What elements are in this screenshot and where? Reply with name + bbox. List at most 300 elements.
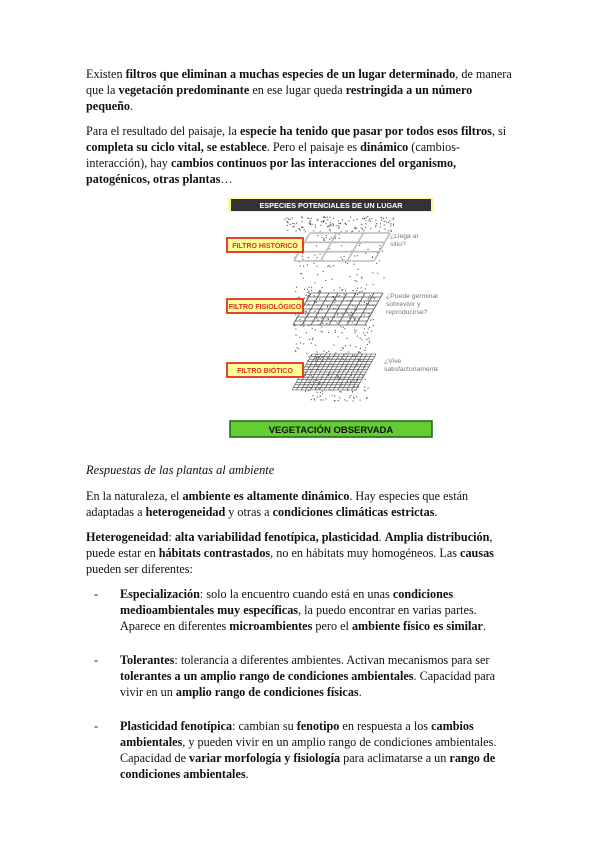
species-dot	[361, 287, 362, 288]
bullet-marker: -	[94, 719, 99, 733]
species-dot	[341, 257, 342, 258]
species-dot	[326, 323, 327, 324]
text-run: Para el resultado del paisaje, la	[86, 124, 240, 138]
species-dot	[365, 220, 366, 221]
species-dot	[371, 218, 372, 219]
species-dot	[356, 290, 357, 291]
species-dot	[325, 217, 326, 218]
filter-label: FILTRO BIÓTICO	[237, 368, 293, 375]
species-dot	[353, 290, 354, 291]
species-dot	[290, 219, 291, 220]
species-dot	[296, 335, 297, 336]
document-page	[86, 66, 516, 800]
species-dot	[388, 230, 389, 231]
species-dot	[353, 397, 354, 398]
species-dot	[360, 348, 361, 349]
species-dot	[354, 381, 355, 382]
filter-grid	[292, 354, 376, 390]
text-run: : solo la encuentro cuando está en unas	[199, 587, 393, 601]
species-dot	[304, 298, 305, 299]
species-dot	[352, 391, 353, 392]
species-dot	[333, 344, 334, 345]
species-dot	[353, 400, 354, 401]
species-dot	[333, 224, 334, 225]
species-dot	[302, 273, 303, 274]
species-dot	[296, 223, 297, 224]
text-run: , y pueden vivir en un amplio rango de condiciones ambientales. Capacidad de	[120, 735, 497, 765]
bold-text: Heterogeneidad	[86, 530, 169, 544]
species-dot	[338, 296, 339, 297]
text-run: , puede estar en	[86, 530, 493, 560]
bold-text: variar morfología y fisiología	[189, 751, 341, 765]
species-dot	[355, 318, 356, 319]
bold-text: tolerantes a un amplio rango de condiciones ambientales	[120, 669, 414, 683]
species-dot	[313, 381, 314, 382]
species-dot	[392, 219, 393, 220]
species-dot	[344, 256, 345, 257]
species-dot	[322, 323, 323, 324]
species-dot	[341, 245, 342, 246]
species-dot	[315, 345, 316, 346]
text-run: (cambios-interacción), hay	[86, 140, 461, 170]
species-dot	[319, 290, 320, 291]
species-dot	[354, 319, 355, 320]
species-dot	[346, 312, 347, 313]
species-dot	[376, 223, 377, 224]
species-dot	[330, 230, 331, 231]
species-dot	[375, 226, 376, 227]
species-dot	[311, 343, 312, 344]
responses-section	[86, 488, 516, 577]
species-dot	[364, 218, 365, 219]
species-dot	[328, 375, 329, 376]
species-dot	[338, 221, 339, 222]
species-dot	[317, 257, 318, 258]
species-dot	[364, 390, 365, 391]
species-dot	[314, 398, 315, 399]
species-dot	[321, 318, 322, 319]
species-dot	[315, 360, 316, 361]
species-dot	[309, 218, 310, 219]
species-dot	[363, 333, 364, 334]
text-run: .	[245, 767, 249, 781]
text-run: y otras a	[225, 505, 273, 519]
species-dot	[368, 299, 369, 300]
species-dot	[393, 224, 394, 225]
species-dot	[304, 289, 305, 290]
species-dot	[305, 311, 306, 312]
species-dot	[362, 229, 363, 230]
species-dot	[347, 338, 348, 339]
species-dot	[357, 288, 358, 289]
species-dot	[326, 352, 327, 353]
species-dot	[338, 400, 339, 401]
species-dot	[311, 375, 312, 376]
species-dot	[307, 289, 308, 290]
species-dot	[295, 291, 296, 292]
species-dot	[386, 221, 387, 222]
species-dot	[323, 400, 324, 401]
species-dot	[348, 220, 349, 221]
text-run: , si	[491, 124, 507, 138]
species-dot	[391, 230, 392, 231]
species-dot	[312, 339, 313, 340]
species-dot	[372, 257, 373, 258]
species-dot	[337, 314, 338, 315]
species-dot	[311, 399, 312, 400]
text-run: pero el	[312, 619, 352, 633]
species-dot	[357, 294, 358, 295]
species-dot	[327, 219, 328, 220]
species-dot	[287, 230, 288, 231]
species-dot	[300, 319, 301, 320]
bold-text: Tolerantes	[120, 653, 175, 667]
species-dot	[315, 282, 316, 283]
species-dot	[312, 395, 313, 396]
bold-text: fenotipo	[296, 719, 340, 733]
species-dot	[318, 292, 319, 293]
species-dot	[322, 287, 323, 288]
bold-text: dinámico	[360, 140, 409, 154]
species-dot	[339, 223, 340, 224]
species-dot	[307, 296, 308, 297]
question-line: reproducirse?	[386, 309, 428, 316]
species-dot	[384, 225, 385, 226]
text-run: . Capacidad para vivir en un	[120, 669, 496, 699]
species-dot	[317, 235, 318, 236]
species-dot	[320, 254, 321, 255]
species-dot	[311, 218, 312, 219]
text-run: …	[220, 172, 233, 186]
species-dot	[341, 290, 342, 291]
species-dot	[288, 219, 289, 220]
species-dot	[364, 350, 365, 351]
species-dot	[368, 388, 369, 389]
species-dot	[347, 263, 348, 264]
causes-list	[86, 586, 516, 782]
species-dot	[354, 255, 355, 256]
filter-question	[384, 358, 438, 373]
species-dot	[324, 238, 325, 239]
bold-text: microambientes	[229, 619, 313, 633]
species-dot	[354, 228, 355, 229]
species-dot	[368, 220, 369, 221]
species-dot	[344, 399, 345, 400]
species-dot	[338, 228, 339, 229]
species-dot	[312, 328, 313, 329]
species-dot	[379, 261, 380, 262]
species-dot	[350, 345, 351, 346]
species-dot	[333, 218, 334, 219]
species-dot	[320, 291, 321, 292]
species-dot	[315, 225, 316, 226]
species-dot	[307, 264, 308, 265]
species-dot	[381, 220, 382, 221]
species-dot	[368, 329, 369, 330]
species-dot	[390, 223, 391, 224]
species-dot	[356, 219, 357, 220]
species-dot	[382, 251, 383, 252]
species-dot	[350, 381, 351, 382]
species-dot	[358, 352, 359, 353]
species-dot	[350, 314, 351, 315]
species-dot	[295, 329, 296, 330]
species-dot	[364, 315, 365, 316]
species-dot	[370, 221, 371, 222]
species-dot	[329, 265, 330, 266]
species-dot	[316, 266, 317, 267]
species-dot	[362, 218, 363, 219]
species-dot	[300, 265, 301, 266]
grid-line	[321, 233, 337, 261]
species-dot	[343, 327, 344, 328]
species-dot	[308, 257, 309, 258]
species-dot	[302, 217, 303, 218]
species-dot	[310, 220, 311, 221]
species-dot	[357, 336, 358, 337]
species-dot	[348, 351, 349, 352]
species-dot	[327, 217, 328, 218]
species-dot	[323, 220, 324, 221]
species-dot	[388, 222, 389, 223]
species-dot	[375, 220, 376, 221]
species-dot	[360, 400, 361, 401]
species-dot	[314, 255, 315, 256]
species-dot	[299, 229, 300, 230]
species-dot	[329, 229, 330, 230]
species-dot	[349, 397, 350, 398]
species-dot	[380, 227, 381, 228]
species-dot	[318, 388, 319, 389]
species-dot	[313, 263, 314, 264]
species-dot	[379, 245, 380, 246]
species-dot	[338, 225, 339, 226]
species-dot	[356, 228, 357, 229]
species-dot	[369, 342, 370, 343]
species-dot	[334, 396, 335, 397]
species-dot	[375, 225, 376, 226]
species-dot	[330, 266, 331, 267]
bold-text: alta variabilidad fenotípica, plasticidad	[174, 530, 379, 544]
species-dot	[334, 290, 335, 291]
grid-line	[347, 233, 363, 261]
species-dot	[292, 223, 293, 224]
species-dot	[355, 306, 356, 307]
species-dot	[342, 259, 343, 260]
species-dot	[329, 239, 330, 240]
species-dot	[335, 330, 336, 331]
species-dot	[316, 302, 317, 303]
species-dot	[336, 225, 337, 226]
species-dot	[393, 217, 394, 218]
species-dot	[305, 391, 306, 392]
question-line: ¿Puede germinar,	[386, 293, 438, 300]
species-dot	[329, 358, 330, 359]
species-dot	[330, 225, 331, 226]
species-dot	[320, 399, 321, 400]
species-dot	[294, 223, 295, 224]
species-dot	[367, 332, 368, 333]
species-dot	[370, 228, 371, 229]
species-dot	[332, 395, 333, 396]
bold-text: cambios continuos por las interacciones del organismo, patogénicos, otras plantas	[86, 156, 457, 186]
species-dot	[295, 351, 296, 352]
text-run: Existen	[86, 67, 126, 81]
species-dot	[356, 396, 357, 397]
species-dot	[365, 379, 366, 380]
species-dot	[344, 328, 345, 329]
text-run: :	[168, 530, 175, 544]
bullet-tolerantes	[94, 652, 516, 700]
species-dot	[365, 227, 366, 228]
species-dot	[369, 219, 370, 220]
species-dot	[369, 340, 370, 341]
intro-section	[86, 66, 516, 187]
species-dot	[354, 332, 355, 333]
species-dot	[340, 391, 341, 392]
filters-figure	[224, 196, 438, 442]
species-dot	[354, 398, 355, 399]
species-dot	[367, 216, 368, 217]
species-dot	[326, 223, 327, 224]
species-dot	[303, 266, 304, 267]
bold-text: restringida a un número pequeño	[86, 83, 473, 113]
species-dot	[358, 351, 359, 352]
species-dot	[324, 240, 325, 241]
species-dot	[328, 332, 329, 333]
species-dot	[322, 393, 323, 394]
species-dot	[337, 336, 338, 337]
section-heading: Respuestas de las plantas al ambiente	[86, 463, 275, 477]
species-dot	[389, 220, 390, 221]
species-dot	[322, 391, 323, 392]
bold-text: hábitats contrastados	[158, 546, 271, 560]
text-run: para aclimatarse a un	[340, 751, 450, 765]
species-dot	[360, 352, 361, 353]
species-dot	[366, 339, 367, 340]
species-dot	[361, 227, 362, 228]
species-dot	[333, 265, 334, 266]
species-dot	[298, 348, 299, 349]
species-dot	[303, 326, 304, 327]
species-dot	[358, 269, 359, 270]
species-dot	[287, 225, 288, 226]
bold-text: Amplia distribución	[384, 530, 490, 544]
species-dot	[364, 302, 365, 303]
species-dot	[319, 299, 320, 300]
species-dot	[337, 377, 338, 378]
species-dot	[366, 325, 367, 326]
species-dot	[369, 327, 370, 328]
species-dot	[288, 222, 289, 223]
species-dot	[350, 395, 351, 396]
species-dot	[317, 274, 318, 275]
species-dot	[342, 289, 343, 290]
text-run: .	[130, 99, 134, 113]
species-dot	[335, 299, 336, 300]
species-dot	[335, 352, 336, 353]
species-dot	[376, 263, 377, 264]
bullet-especializacion	[94, 586, 516, 634]
species-dot	[370, 295, 371, 296]
text-run: , la puedo encontrar en varias partes. Aparece en diferentes	[120, 603, 477, 633]
species-dot	[365, 347, 366, 348]
text-run: en respuesta a los	[339, 719, 432, 733]
text-run: .	[434, 505, 438, 519]
species-dot	[356, 281, 357, 282]
species-dot	[319, 291, 320, 292]
species-dot	[361, 277, 362, 278]
species-dot	[301, 227, 302, 228]
species-dot	[308, 356, 309, 357]
species-dot	[306, 295, 307, 296]
bold-text: condiciones climáticas estrictas	[272, 505, 435, 519]
species-dot	[362, 278, 363, 279]
species-dot	[363, 230, 364, 231]
species-dot	[286, 217, 287, 218]
species-dot	[353, 220, 354, 221]
species-dot	[362, 339, 363, 340]
species-dot	[354, 355, 355, 356]
species-dot	[308, 380, 309, 381]
species-dot	[327, 306, 328, 307]
text-run: en ese lugar queda	[249, 83, 346, 97]
bold-text: completa su ciclo vital, se establece	[86, 140, 267, 154]
species-dot	[334, 302, 335, 303]
species-dot	[340, 326, 341, 327]
species-dot	[360, 360, 361, 361]
species-dot	[345, 262, 346, 263]
species-dot	[352, 322, 353, 323]
species-dot	[384, 221, 385, 222]
filter-label: FILTRO HISTÓRICO	[232, 243, 298, 250]
species-dot	[344, 294, 345, 295]
filter-label: FILTRO FISIOLÓGICO	[228, 304, 302, 311]
species-dot	[340, 386, 341, 387]
species-dot	[377, 273, 378, 274]
species-dot	[391, 231, 392, 232]
text-run: . Hay especies que están adaptadas a	[86, 489, 469, 519]
species-dot	[310, 222, 311, 223]
species-dot	[303, 343, 304, 344]
species-dot	[317, 219, 318, 220]
species-dot	[294, 226, 295, 227]
heterogeneity-paragraph	[86, 529, 516, 577]
text-run: .	[358, 685, 362, 699]
species-dot	[306, 353, 307, 354]
species-dot	[330, 222, 331, 223]
species-dot	[313, 230, 314, 231]
species-dot	[302, 221, 303, 222]
species-dot	[350, 217, 351, 218]
species-dot	[329, 217, 330, 218]
text-run: En la naturaleza, el	[86, 489, 183, 503]
species-dot	[331, 238, 332, 239]
species-dot	[322, 237, 323, 238]
species-dot	[390, 225, 391, 226]
species-dot	[356, 274, 357, 275]
species-dot	[292, 227, 293, 228]
species-dot	[315, 227, 316, 228]
question-line: sitio?	[390, 241, 406, 248]
text-run: pueden ser diferentes:	[86, 562, 193, 576]
species-dot	[326, 237, 327, 238]
species-dot	[317, 392, 318, 393]
species-dot	[347, 230, 348, 231]
species-dot	[359, 245, 360, 246]
species-dot	[383, 218, 384, 219]
species-dot	[284, 219, 285, 220]
